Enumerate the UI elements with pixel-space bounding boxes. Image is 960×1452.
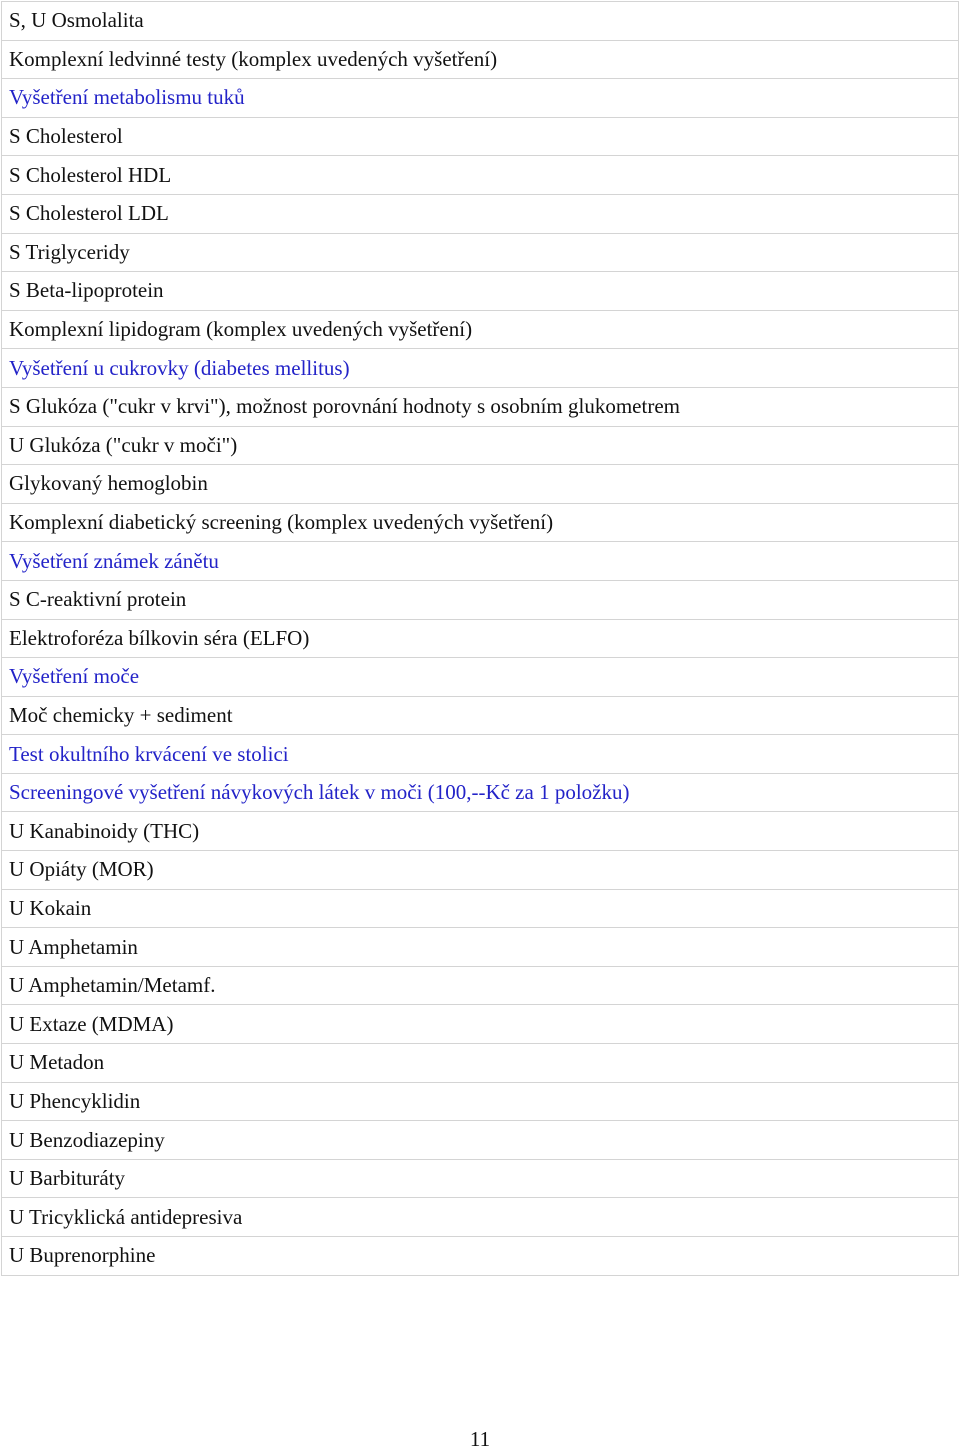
- test-name: U Buprenorphine: [2, 1237, 959, 1276]
- test-name: U Extaze (MDMA): [2, 1005, 959, 1044]
- section-heading-label: Vyšetření známek zánětu: [2, 542, 959, 581]
- test-name: Komplexní ledvinné testy (komplex uvedených vyšetření): [2, 40, 959, 79]
- section-heading-row: [2, 542, 959, 581]
- lab-test-rows: [2, 2, 959, 1276]
- section-heading-label: Test okultního krvácení ve stolici: [2, 735, 959, 774]
- section-heading-row: [2, 735, 959, 774]
- section-heading-label: Screeningové vyšetření návykových látek v moči (100,--Kč za 1 položku): [2, 773, 959, 812]
- test-row: [2, 696, 959, 735]
- test-row: [2, 851, 959, 890]
- test-name: U Opiáty (MOR): [2, 851, 959, 890]
- test-name: U Kokain: [2, 889, 959, 928]
- page-number: 11: [469, 1427, 491, 1451]
- section-heading-label: Vyšetření metabolismu tuků: [2, 79, 959, 118]
- test-row: [2, 889, 959, 928]
- test-name: S Cholesterol LDL: [2, 194, 959, 233]
- test-row: [2, 233, 959, 272]
- test-row: [2, 156, 959, 195]
- section-heading-row: [2, 658, 959, 697]
- test-row: [2, 1198, 959, 1237]
- test-name: S Triglyceridy: [2, 233, 959, 272]
- test-name: S Glukóza ("cukr v krvi"), možnost porovnání hodnoty s osobním glukometrem: [2, 387, 959, 426]
- test-row: [2, 1082, 959, 1121]
- test-row: [2, 1005, 959, 1044]
- test-name: S Cholesterol HDL: [2, 156, 959, 195]
- test-name: Elektroforéza bílkovin séra (ELFO): [2, 619, 959, 658]
- test-row: [2, 812, 959, 851]
- test-name: S, U Osmolalita: [2, 2, 959, 41]
- test-name: S Beta-lipoprotein: [2, 272, 959, 311]
- test-row: [2, 310, 959, 349]
- test-row: [2, 272, 959, 311]
- lab-test-table: [1, 1, 959, 1276]
- test-row: [2, 928, 959, 967]
- test-row: [2, 1044, 959, 1083]
- test-name: Komplexní lipidogram (komplex uvedených vyšetření): [2, 310, 959, 349]
- test-row: [2, 966, 959, 1005]
- test-row: [2, 1237, 959, 1276]
- test-name: U Tricyklická antidepresiva: [2, 1198, 959, 1237]
- test-name: U Kanabinoidy (THC): [2, 812, 959, 851]
- test-row: [2, 465, 959, 504]
- test-row: [2, 194, 959, 233]
- section-heading-row: [2, 773, 959, 812]
- test-name: U Phencyklidin: [2, 1082, 959, 1121]
- test-name: Glykovaný hemoglobin: [2, 465, 959, 504]
- section-heading-row: [2, 349, 959, 388]
- test-name: U Barbituráty: [2, 1159, 959, 1198]
- section-heading-row: [2, 79, 959, 118]
- test-row: [2, 426, 959, 465]
- test-name: Komplexní diabetický screening (komplex uvedených vyšetření): [2, 503, 959, 542]
- test-row: [2, 387, 959, 426]
- test-name: U Metadon: [2, 1044, 959, 1083]
- test-row: [2, 2, 959, 41]
- test-name: U Glukóza ("cukr v moči"): [2, 426, 959, 465]
- test-row: [2, 580, 959, 619]
- test-row: [2, 40, 959, 79]
- test-name: U Benzodiazepiny: [2, 1121, 959, 1160]
- test-row: [2, 503, 959, 542]
- test-row: [2, 117, 959, 156]
- test-row: [2, 619, 959, 658]
- test-name: U Amphetamin: [2, 928, 959, 967]
- test-name: Moč chemicky + sediment: [2, 696, 959, 735]
- test-row: [2, 1159, 959, 1198]
- test-row: [2, 1121, 959, 1160]
- test-name: U Amphetamin/Metamf.: [2, 966, 959, 1005]
- test-name: S Cholesterol: [2, 117, 959, 156]
- section-heading-label: Vyšetření u cukrovky (diabetes mellitus): [2, 349, 959, 388]
- test-name: S C-reaktivní protein: [2, 580, 959, 619]
- section-heading-label: Vyšetření moče: [2, 658, 959, 697]
